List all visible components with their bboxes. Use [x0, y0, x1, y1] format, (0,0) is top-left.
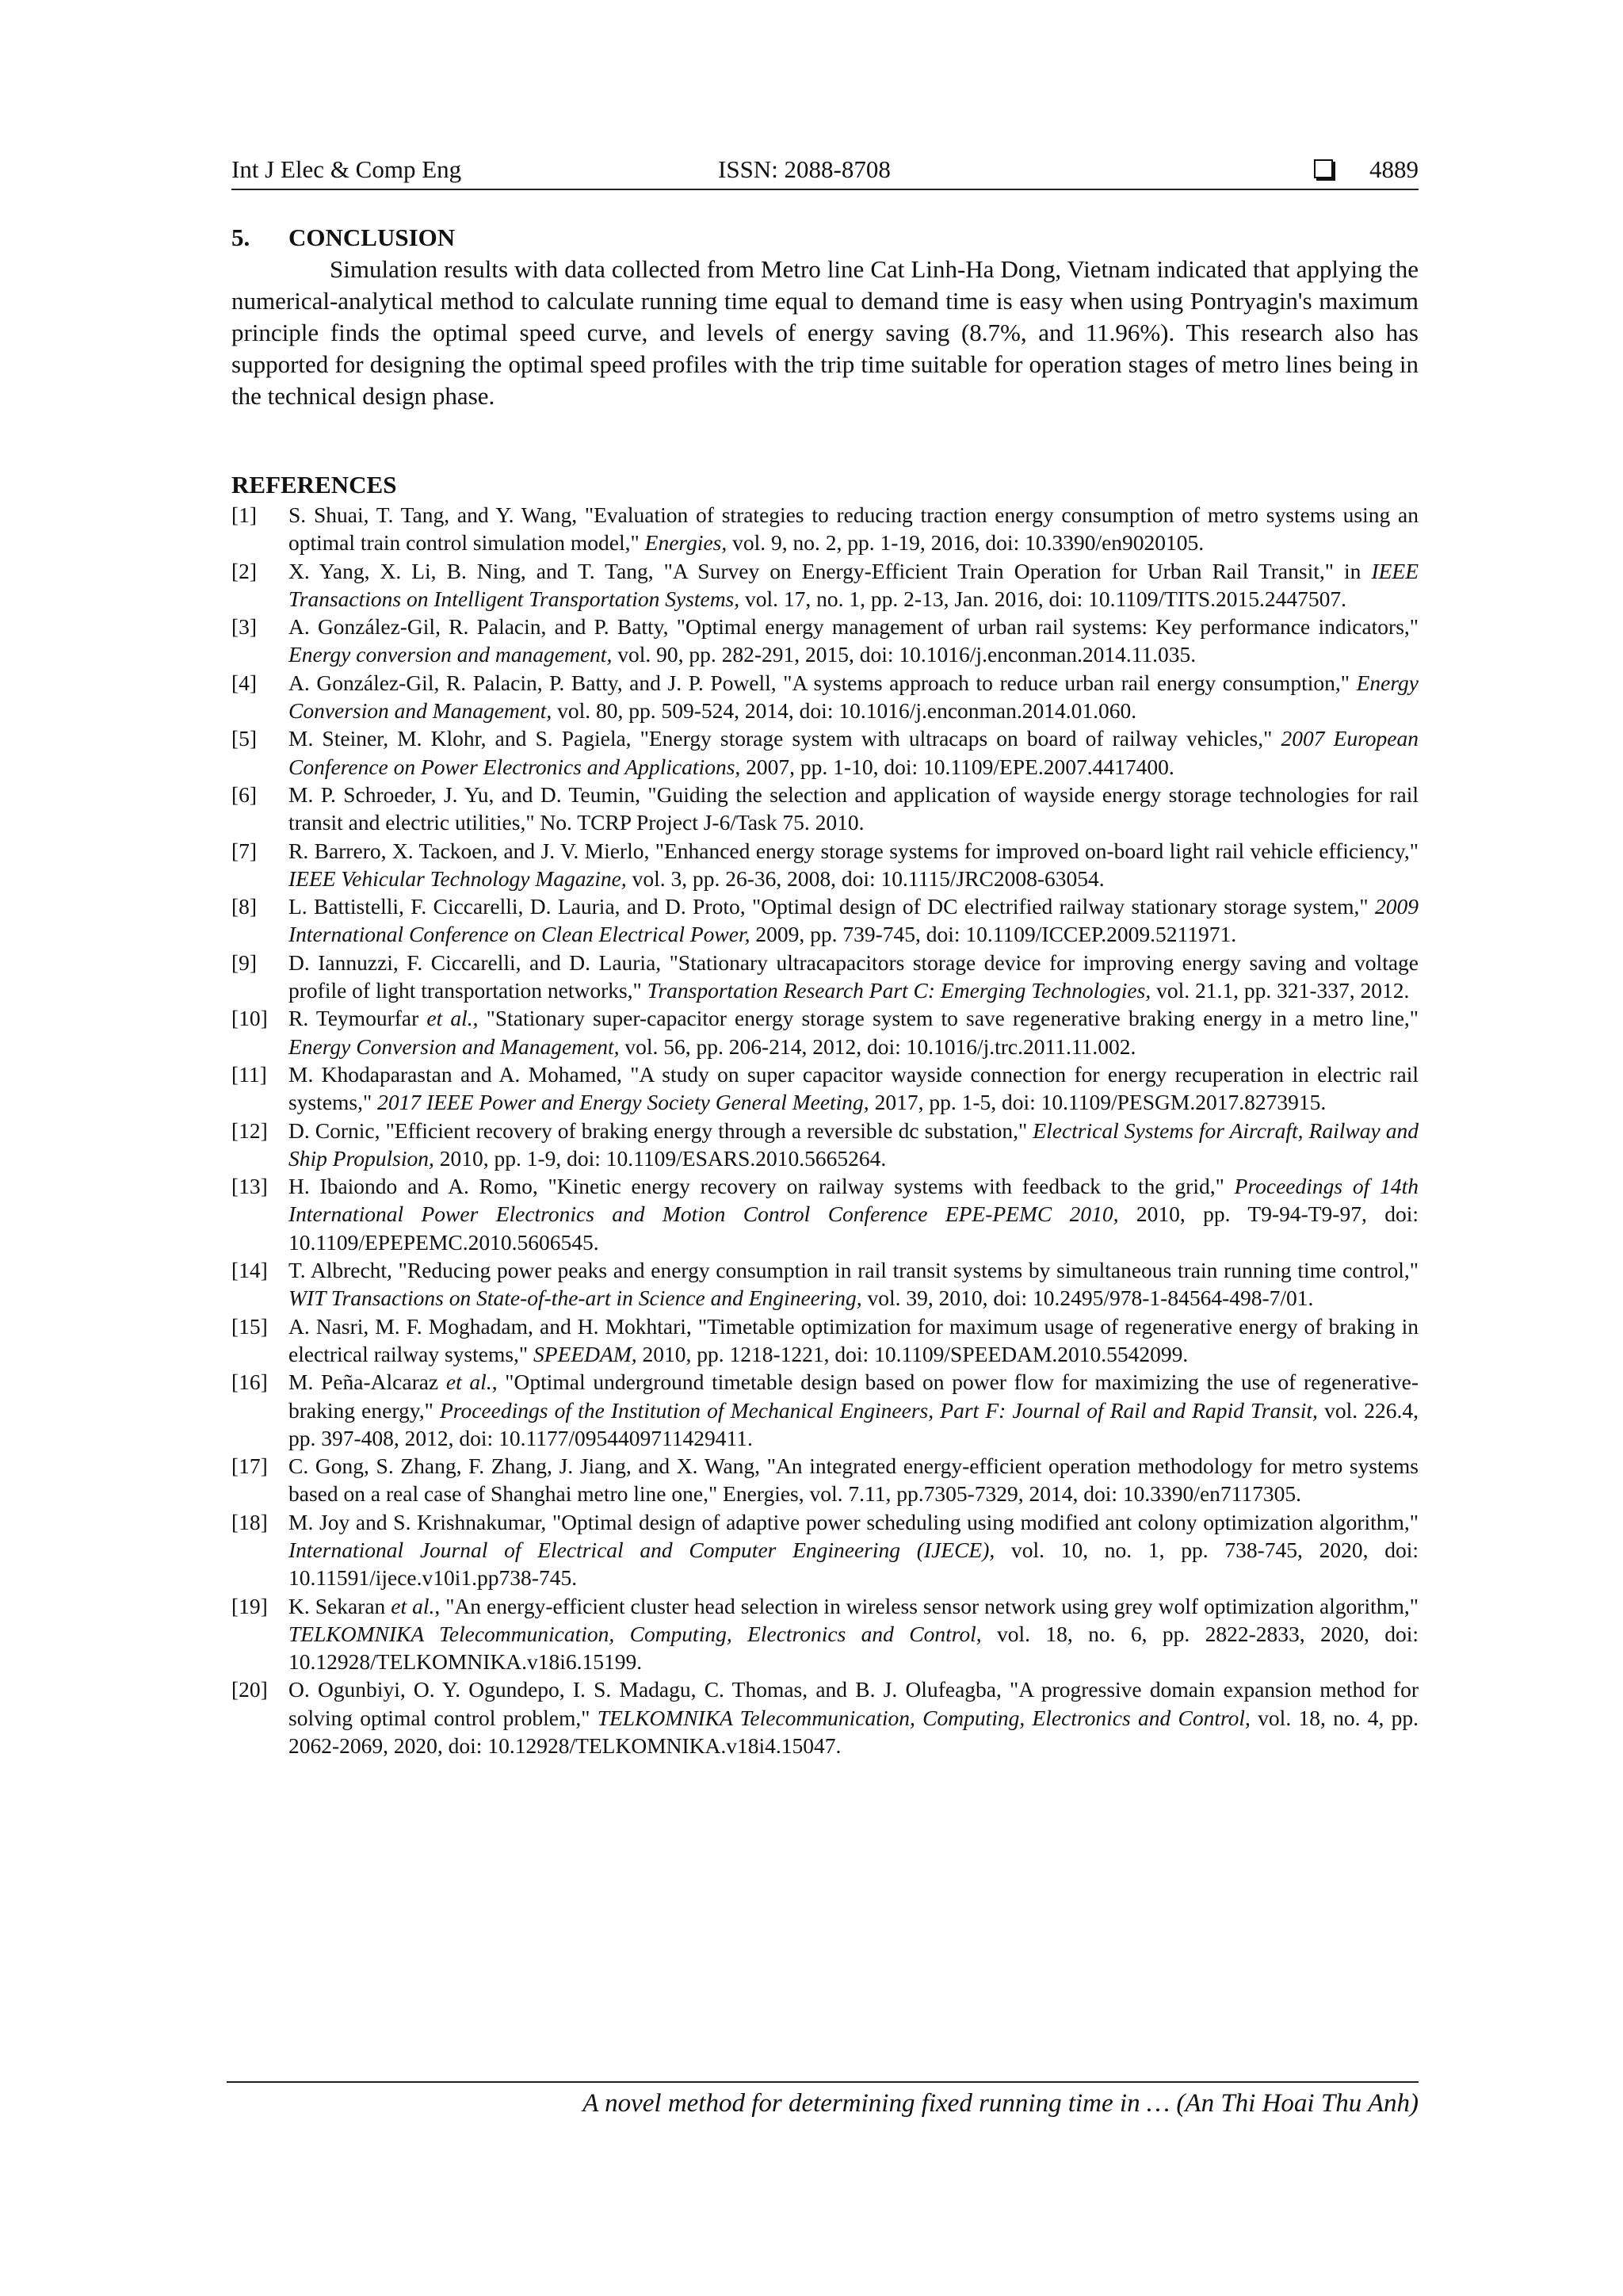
reference-number: [4] — [231, 670, 258, 695]
reference-text: , "Stationary super-capacitor energy storage system to save regenerative braking energy in a metro line," — [472, 1006, 1419, 1031]
reference-text: vol. 21.1, pp. 321-337, 2012. — [1151, 978, 1410, 1003]
reference-text: vol. 39, 2010, doi: 10.2495/978-1-84564-498-7/01. — [861, 1286, 1314, 1311]
reference-italic-text: et al. — [391, 1593, 435, 1618]
reference-number: [6] — [231, 781, 258, 807]
reference-text: T. Albrecht, "Reducing power peaks and energy consumption in rail transit systems by simultaneous train running time control," — [288, 1258, 1419, 1283]
reference-item — [231, 501, 1419, 557]
reference-text: O. Ogunbiyi, O. Y. Ogundepo, I. S. Madagu, C. Thomas, and B. J. Olufeagba, "A progressive domain expansion method for solving optimal control problem," — [288, 1677, 1419, 1730]
reference-number: [8] — [231, 894, 258, 919]
reference-number: [12] — [231, 1117, 268, 1143]
reference-number: [1] — [231, 502, 258, 527]
reference-item — [231, 1256, 1419, 1312]
reference-text: M. Khodaparastan and A. Mohamed, "A study on super capacitor wayside connection for energy recuperation in electric rail systems," — [288, 1061, 1419, 1115]
references-heading: REFERENCES — [231, 471, 397, 499]
reference-number: [5] — [231, 726, 258, 751]
reference-text: M. P. Schroeder, J. Yu, and D. Teumin, "Guiding the selection and application of wayside energy storage technologies for rail transit and electric utilities," No. TCRP Project J-6/Task 75. 2010. — [288, 781, 1419, 835]
reference-item — [231, 781, 1419, 837]
reference-number: [2] — [231, 558, 258, 583]
reference-number: [20] — [231, 1677, 268, 1702]
reference-text: A. González-Gil, R. Palacin, and P. Batty, "Optimal energy management of urban rail systems: Key performance indicators," — [288, 614, 1419, 640]
reference-number: [10] — [231, 1006, 268, 1031]
reference-italic-text: et al. — [445, 1370, 492, 1395]
page-header — [231, 152, 1419, 190]
reference-number: [3] — [231, 614, 258, 640]
conclusion-section — [231, 222, 1419, 412]
reference-italic-text: et al. — [426, 1006, 473, 1031]
reference-italic-text: TELKOMNIKA Telecommunication, Computing, Electronics and Control, — [288, 1621, 982, 1646]
reference-italic-text: 2007 European Conference on Power Electronics and Applications, — [288, 726, 1419, 779]
running-title: A novel method for determining fixed running time in … (An Thi Hoai Thu Anh) — [582, 2089, 1419, 2118]
reference-text: 2010, pp. T9-94-T9-97, doi: 10.1109/EPEPEMC.2010.5606545. — [288, 1201, 1419, 1255]
reference-item — [231, 892, 1419, 949]
reference-text: , "An energy-efficient cluster head selection in wireless sensor network using grey wolf optimization algorithm," — [434, 1593, 1419, 1618]
reference-item — [231, 949, 1419, 1005]
reference-italic-text: SPEEDAM, — [533, 1341, 637, 1366]
reference-number: [15] — [231, 1313, 268, 1339]
reference-item — [231, 1675, 1419, 1759]
reference-item — [231, 724, 1419, 781]
reference-text: H. Ibaiondo and A. Romo, "Kinetic energy recovery on railway systems with feedback to the grid," — [288, 1174, 1235, 1199]
reference-text: M. Peña-Alcaraz — [288, 1370, 446, 1395]
square-bullet-icon — [1314, 159, 1333, 178]
reference-item — [231, 1592, 1419, 1676]
reference-italic-text: Proceedings of the Institution of Mechanical Engineers, Part F: Journal of Rail and Rapid Transit, — [440, 1397, 1318, 1423]
reference-item — [231, 1172, 1419, 1256]
reference-item — [231, 613, 1419, 669]
reference-italic-text: TELKOMNIKA Telecommunication, Computing, Electronics and Control — [597, 1705, 1246, 1730]
reference-item — [231, 1117, 1419, 1173]
reference-text: A. González-Gil, R. Palacin, P. Batty, and J. P. Powell, "A systems approach to reduce urban rail energy consumption," — [288, 670, 1357, 695]
section-title: CONCLUSION — [288, 223, 456, 251]
reference-text: 2017, pp. 1-5, doi: 10.1109/PESGM.2017.8273915. — [869, 1090, 1327, 1115]
reference-italic-text: 2009 International Conference on Clean Electrical Power, — [288, 894, 1419, 947]
page-number-group — [1314, 155, 1419, 184]
reference-number: [16] — [231, 1370, 268, 1395]
issn: ISSN: 2088-8708 — [718, 155, 891, 183]
reference-text: M. Joy and S. Krishnakumar, "Optimal design of adaptive power scheduling using modified ant colony optimization algorithm," — [288, 1509, 1419, 1534]
reference-italic-text: IEEE Vehicular Technology Magazine, — [288, 865, 627, 891]
references-section — [231, 469, 1419, 1759]
reference-item — [231, 1312, 1419, 1369]
reference-text: vol. 3, pp. 26-36, 2008, doi: 10.1115/JRC2008-63054. — [626, 865, 1105, 891]
reference-italic-text: 2017 IEEE Power and Energy Society General Meeting, — [377, 1090, 869, 1115]
section-number: 5. — [231, 223, 250, 251]
reference-number: [9] — [231, 949, 258, 975]
reference-italic-text: Proceedings of 14th International Power Electronics and Motion Control Conference EPE-PEMC 2010, — [288, 1174, 1419, 1227]
reference-text: 2010, pp. 1218-1221, doi: 10.1109/SPEEDAM.2010.5542099. — [636, 1341, 1189, 1366]
reference-number: [19] — [231, 1593, 268, 1618]
reference-text: 2007, pp. 1-10, doi: 10.1109/EPE.2007.4417400. — [740, 754, 1174, 779]
reference-text: vol. 9, no. 2, pp. 1-19, 2016, doi: 10.3390/en9020105. — [727, 530, 1205, 556]
reference-text: S. Shuai, T. Tang, and Y. Wang, "Evaluation of strategies to reducing traction energy consumption of metro systems using an optimal train control simulation model," — [288, 502, 1419, 556]
reference-italic-text: Energies, — [644, 530, 727, 556]
reference-item — [231, 1452, 1419, 1508]
reference-item — [231, 837, 1419, 893]
reference-number: [18] — [231, 1509, 268, 1534]
reference-item — [231, 557, 1419, 613]
reference-italic-text: Energy Conversion and Management, — [288, 670, 1419, 724]
reference-text: M. Steiner, M. Klohr, and S. Pagiela, "Energy storage system with ultracaps on board of railway vehicles," — [288, 726, 1281, 751]
reference-item — [231, 1368, 1419, 1452]
reference-item — [231, 1060, 1419, 1117]
reference-number: [13] — [231, 1174, 268, 1199]
page-number: 4889 — [1369, 155, 1419, 183]
reference-text: D. Cornic, "Efficient recovery of braking energy through a reversible dc substation," — [288, 1117, 1033, 1143]
conclusion-paragraph: Simulation results with data collected from Metro line Cat Linh-Ha Dong, Vietnam indicated that applying the numerical-analytical method to calculate running time equal to demand time is easy when using Pontryagin's maximum principle finds the optimal speed curve, and levels of energy saving (8.7%, and 11.96%). This research also has supported for designing the optimal speed profiles with the trip time suitable for operation stages of metro lines being in the technical design phase. — [231, 255, 1419, 410]
reference-text: X. Yang, X. Li, B. Ning, and T. Tang, "A Survey on Energy-Efficient Train Operation for Urban Rail Transit," in — [288, 558, 1372, 583]
reference-italic-text: Energy conversion and management, — [288, 642, 613, 667]
reference-item — [231, 1004, 1419, 1060]
reference-text: vol. 90, pp. 282-291, 2015, doi: 10.1016/j.enconman.2014.11.035. — [612, 642, 1197, 667]
reference-italic-text: IEEE Transactions on Intelligent Transportation Systems, — [288, 558, 1419, 611]
reference-italic-text: Electrical Systems for Aircraft, Railway and Ship Propulsion, — [288, 1117, 1419, 1171]
reference-number: [17] — [231, 1454, 268, 1479]
reference-text: vol. 17, no. 1, pp. 2-13, Jan. 2016, doi: 10.1109/TITS.2015.2447507. — [739, 586, 1347, 611]
journal-name: Int J Elec & Comp Eng — [231, 155, 462, 183]
reference-text: C. Gong, S. Zhang, F. Zhang, J. Jiang, and X. Wang, "An integrated energy-efficient operation methodology for metro systems based on a real case of Shanghai metro line one," Energies, vol. 7.11, pp.7305-7329, 2014, doi: 10.3390/en7117305. — [288, 1454, 1419, 1507]
reference-text: , vol. 18, no. 4, pp. 2062-2069, 2020, doi: 10.12928/TELKOMNIKA.v18i4.15047. — [288, 1705, 1419, 1759]
reference-text: K. Sekaran — [288, 1593, 391, 1618]
reference-number: [11] — [231, 1061, 267, 1087]
reference-text: L. Battistelli, F. Ciccarelli, D. Lauria, and D. Proto, "Optimal design of DC electrified railway stationary storage system," — [288, 894, 1375, 919]
reference-item — [231, 669, 1419, 725]
reference-number: [14] — [231, 1258, 268, 1283]
footer-rule — [227, 2081, 1419, 2083]
reference-item — [231, 1508, 1419, 1592]
reference-italic-text: International Journal of Electrical and Computer Engineering (IJECE), — [288, 1537, 995, 1562]
reference-number: [7] — [231, 838, 258, 863]
section-heading — [231, 222, 1419, 254]
reference-list — [231, 501, 1419, 1759]
reference-text: , "Optimal underground timetable design based on power flow for maximizing the use of regenerative-braking energy," — [288, 1370, 1419, 1423]
reference-text: A. Nasri, M. F. Moghadam, and H. Mokhtari, "Timetable optimization for maximum usage of regenerative energy of braking in electrical railway systems," — [288, 1313, 1419, 1366]
reference-text: R. Barrero, X. Tackoen, and J. V. Mierlo, "Enhanced energy storage systems for improved on-board light rail vehicle efficiency," — [288, 838, 1419, 863]
reference-italic-text: Energy Conversion and Management, — [288, 1033, 620, 1059]
reference-italic-text: WIT Transactions on State-of-the-art in Science and Engineering, — [288, 1286, 862, 1311]
reference-text: vol. 18, no. 6, pp. 2822-2833, 2020, doi: 10.12928/TELKOMNIKA.v18i6.15199. — [288, 1621, 1419, 1675]
reference-italic-text: Transportation Research Part C: Emerging Technologies, — [647, 978, 1151, 1003]
reference-text: vol. 80, pp. 509-524, 2014, doi: 10.1016/j.enconman.2014.01.060. — [552, 698, 1137, 724]
reference-text: vol. 10, no. 1, pp. 738-745, 2020, doi: 10.11591/ijece.v10i1.pp738-745. — [288, 1537, 1419, 1591]
reference-text: R. Teymourfar — [288, 1006, 427, 1031]
reference-text: D. Iannuzzi, F. Ciccarelli, and D. Lauria, "Stationary ultracapacitors storage device for improving energy saving and voltage profile of light transportation networks," — [288, 949, 1419, 1003]
reference-text: 2010, pp. 1-9, doi: 10.1109/ESARS.2010.5665264. — [433, 1145, 887, 1171]
reference-text: vol. 56, pp. 206-214, 2012, doi: 10.1016/j.trc.2011.11.002. — [619, 1033, 1136, 1059]
reference-text: vol. 226.4, pp. 397-408, 2012, doi: 10.1177/0954409711429411. — [288, 1397, 1419, 1450]
reference-text: 2009, pp. 739-745, doi: 10.1109/ICCEP.2009.5211971. — [750, 922, 1237, 947]
